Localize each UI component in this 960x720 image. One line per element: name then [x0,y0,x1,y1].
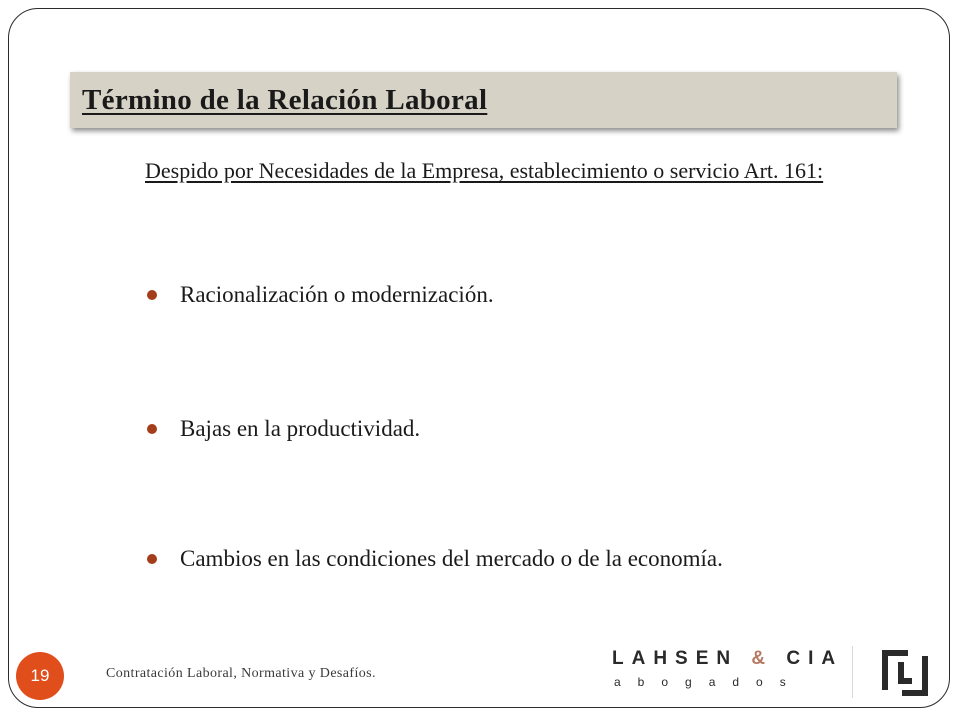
bullet-text: Bajas en la productividad. [180,416,421,441]
logo-name-right: CIA [786,648,844,669]
bullet-item [147,282,494,308]
logo-name-left: LAHSEN [612,648,739,669]
page-number-badge [16,652,64,700]
logo-wordmark [612,648,843,670]
logo-divider [852,646,853,698]
bullet-dot-icon [147,554,157,564]
footer-caption: Contratación Laboral, Normativa y Desafíos. [106,666,376,681]
logo-tagline: abogados [614,675,803,689]
slide-title: Término de la Relación Laboral [82,83,488,116]
bullet-text: Racionalización o modernización. [180,282,494,307]
bullet-item [147,546,723,572]
slide-subtitle: Despido por Necesidades de la Empresa, establecimiento o servicio Art. 161: [145,158,824,183]
title-bar [70,72,897,128]
logo-ampersand: & [751,648,774,669]
logo-mark-icon [878,646,932,700]
bullet-dot-icon [147,424,157,434]
page-number: 19 [30,666,50,685]
bullet-text: Cambios en las condiciones del mercado o de la economía. [180,546,723,571]
bullet-item [147,416,420,442]
company-logo [612,648,844,696]
bullet-dot-icon [147,290,157,300]
